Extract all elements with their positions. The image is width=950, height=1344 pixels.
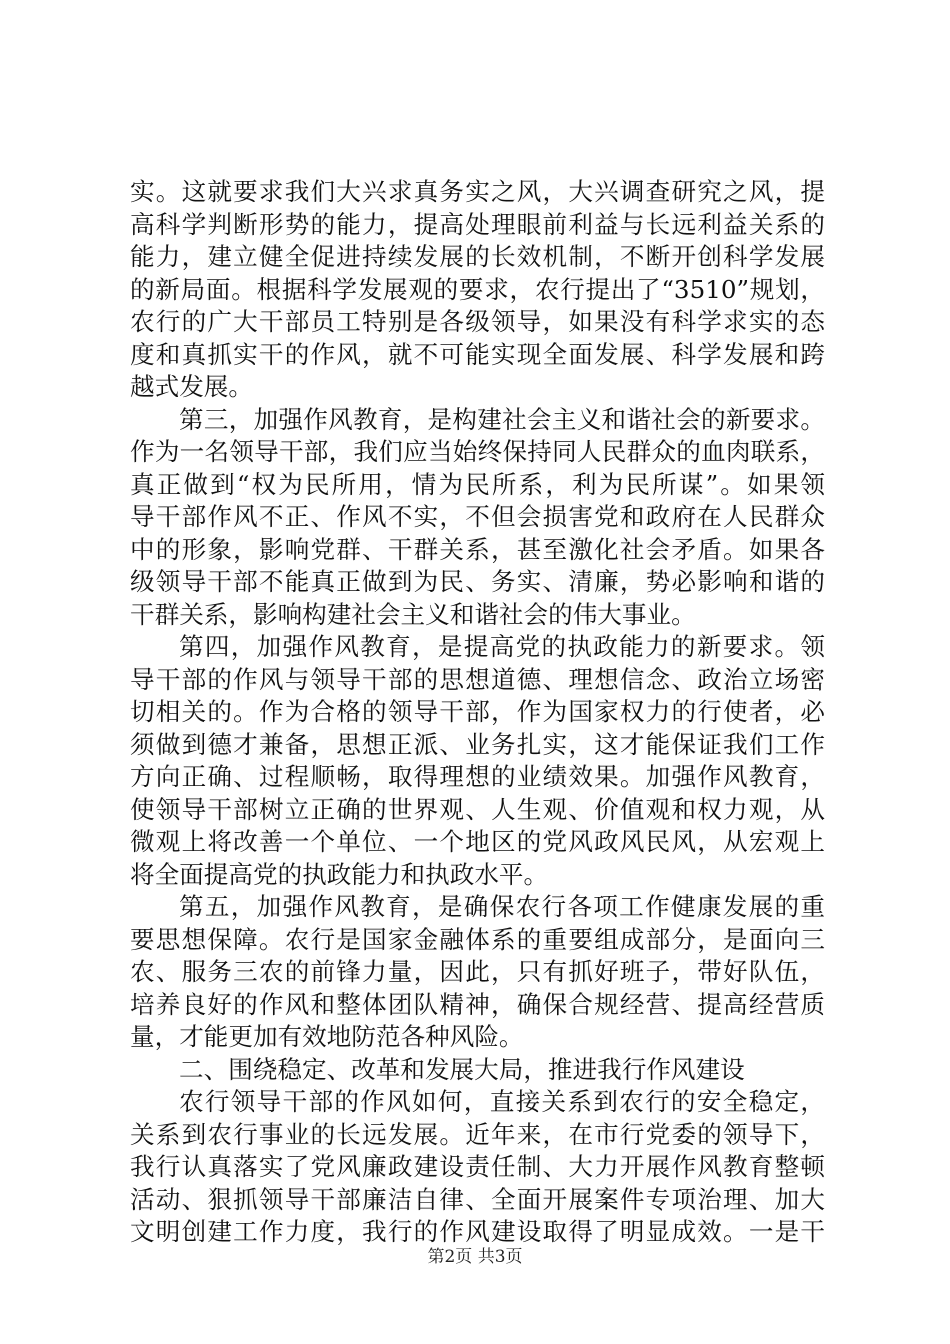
text-line: 培养良好的作风和整体团队精神，确保合规经营、提高经营质 <box>130 989 825 1019</box>
paragraph-first-line: 第三，加强作风教育，是构建社会主义和谐社会的新要求。 <box>179 404 825 434</box>
text-line: 农行的广大干部员工特别是各级领导，如果没有科学求实的态 <box>130 307 825 336</box>
text-line: 干群关系，影响构建社会主义和谐社会的伟大事业。 <box>130 599 696 629</box>
page-footer: 第2页 共3页 <box>427 1247 523 1267</box>
text-line: 我行认真落实了党风廉政建设责任制、大力开展作风教育整顿 <box>130 1152 825 1181</box>
text-line: 使领导干部树立正确的世界观、人生观、价值观和权力观，从 <box>130 794 825 824</box>
text-line: 将全面提高党的执政能力和执政水平。 <box>130 859 549 889</box>
text-line: 须做到德才兼备，思想正派、业务扎实，这才能保证我们工作 <box>130 729 825 759</box>
text-line: 的新局面。根据科学发展观的要求，农行提出了“3510”规划， <box>130 274 825 304</box>
paragraph-first-line: 农行领导干部的作风如何，直接关系到农行的安全稳定， <box>179 1087 825 1116</box>
document-body <box>130 176 825 1249</box>
paragraph-first-line: 第五，加强作风教育，是确保农行各项工作健康发展的重 <box>179 892 825 921</box>
text-line: 文明创建工作力度，我行的作风建设取得了明显成效。一是干 <box>130 1217 825 1246</box>
text-line: 导干部作风不正、作风不实，不但会损害党和政府在人民群众 <box>130 502 825 531</box>
text-line: 实。这就要求我们大兴求真务实之风，大兴调查研究之风，提 <box>130 177 825 206</box>
text-line: 度和真抓实干的作风，就不可能实现全面发展、科学发展和跨 <box>130 339 825 369</box>
text-line: 作为一名领导干部，我们应当始终保持同人民群众的血肉联系， <box>130 437 825 466</box>
text-line: 能力，建立健全促进持续发展的长效机制，不断开创科学发展 <box>130 242 825 271</box>
text-line: 要思想保障。农行是国家金融体系的重要组成部分，是面向三 <box>130 924 825 954</box>
text-line: 方向正确、过程顺畅，取得理想的业绩效果。加强作风教育， <box>130 762 825 791</box>
text-line: 中的形象，影响党群、干群关系，甚至激化社会矛盾。如果各 <box>130 534 825 564</box>
paragraph-first-line: 第四，加强作风教育，是提高党的执政能力的新要求。领 <box>179 632 825 661</box>
text-line: 高科学判断形势的能力，提高处理眼前利益与长远利益关系的 <box>130 209 825 239</box>
text-line: 关系到农行事业的长远发展。近年来，在市行党委的领导下， <box>130 1119 825 1149</box>
text-line: 农、服务三农的前锋力量，因此，只有抓好班子，带好队伍， <box>130 957 825 986</box>
text-line: 越式发展。 <box>130 372 253 401</box>
text-line: 活动、狠抓领导干部廉洁自律、全面开展案件专项治理、加大 <box>130 1184 825 1214</box>
text-line: 导干部的作风与领导干部的思想道德、理想信念、政治立场密 <box>130 664 825 694</box>
text-line: 微观上将改善一个单位、一个地区的党风政风民风，从宏观上 <box>130 827 825 856</box>
text-line: 真正做到“权为民所用，情为民所系，利为民所谋”。如果领 <box>130 469 825 499</box>
text-line: 量，才能更加有效地防范各种风险。 <box>130 1022 524 1051</box>
text-line: 切相关的。作为合格的领导干部，作为国家权力的行使者，必 <box>130 697 825 726</box>
section-heading: 二、围绕稳定、改革和发展大局，推进我行作风建设 <box>179 1054 745 1084</box>
text-line: 级领导干部不能真正做到为民、务实、清廉，势必影响和谐的 <box>130 567 825 596</box>
